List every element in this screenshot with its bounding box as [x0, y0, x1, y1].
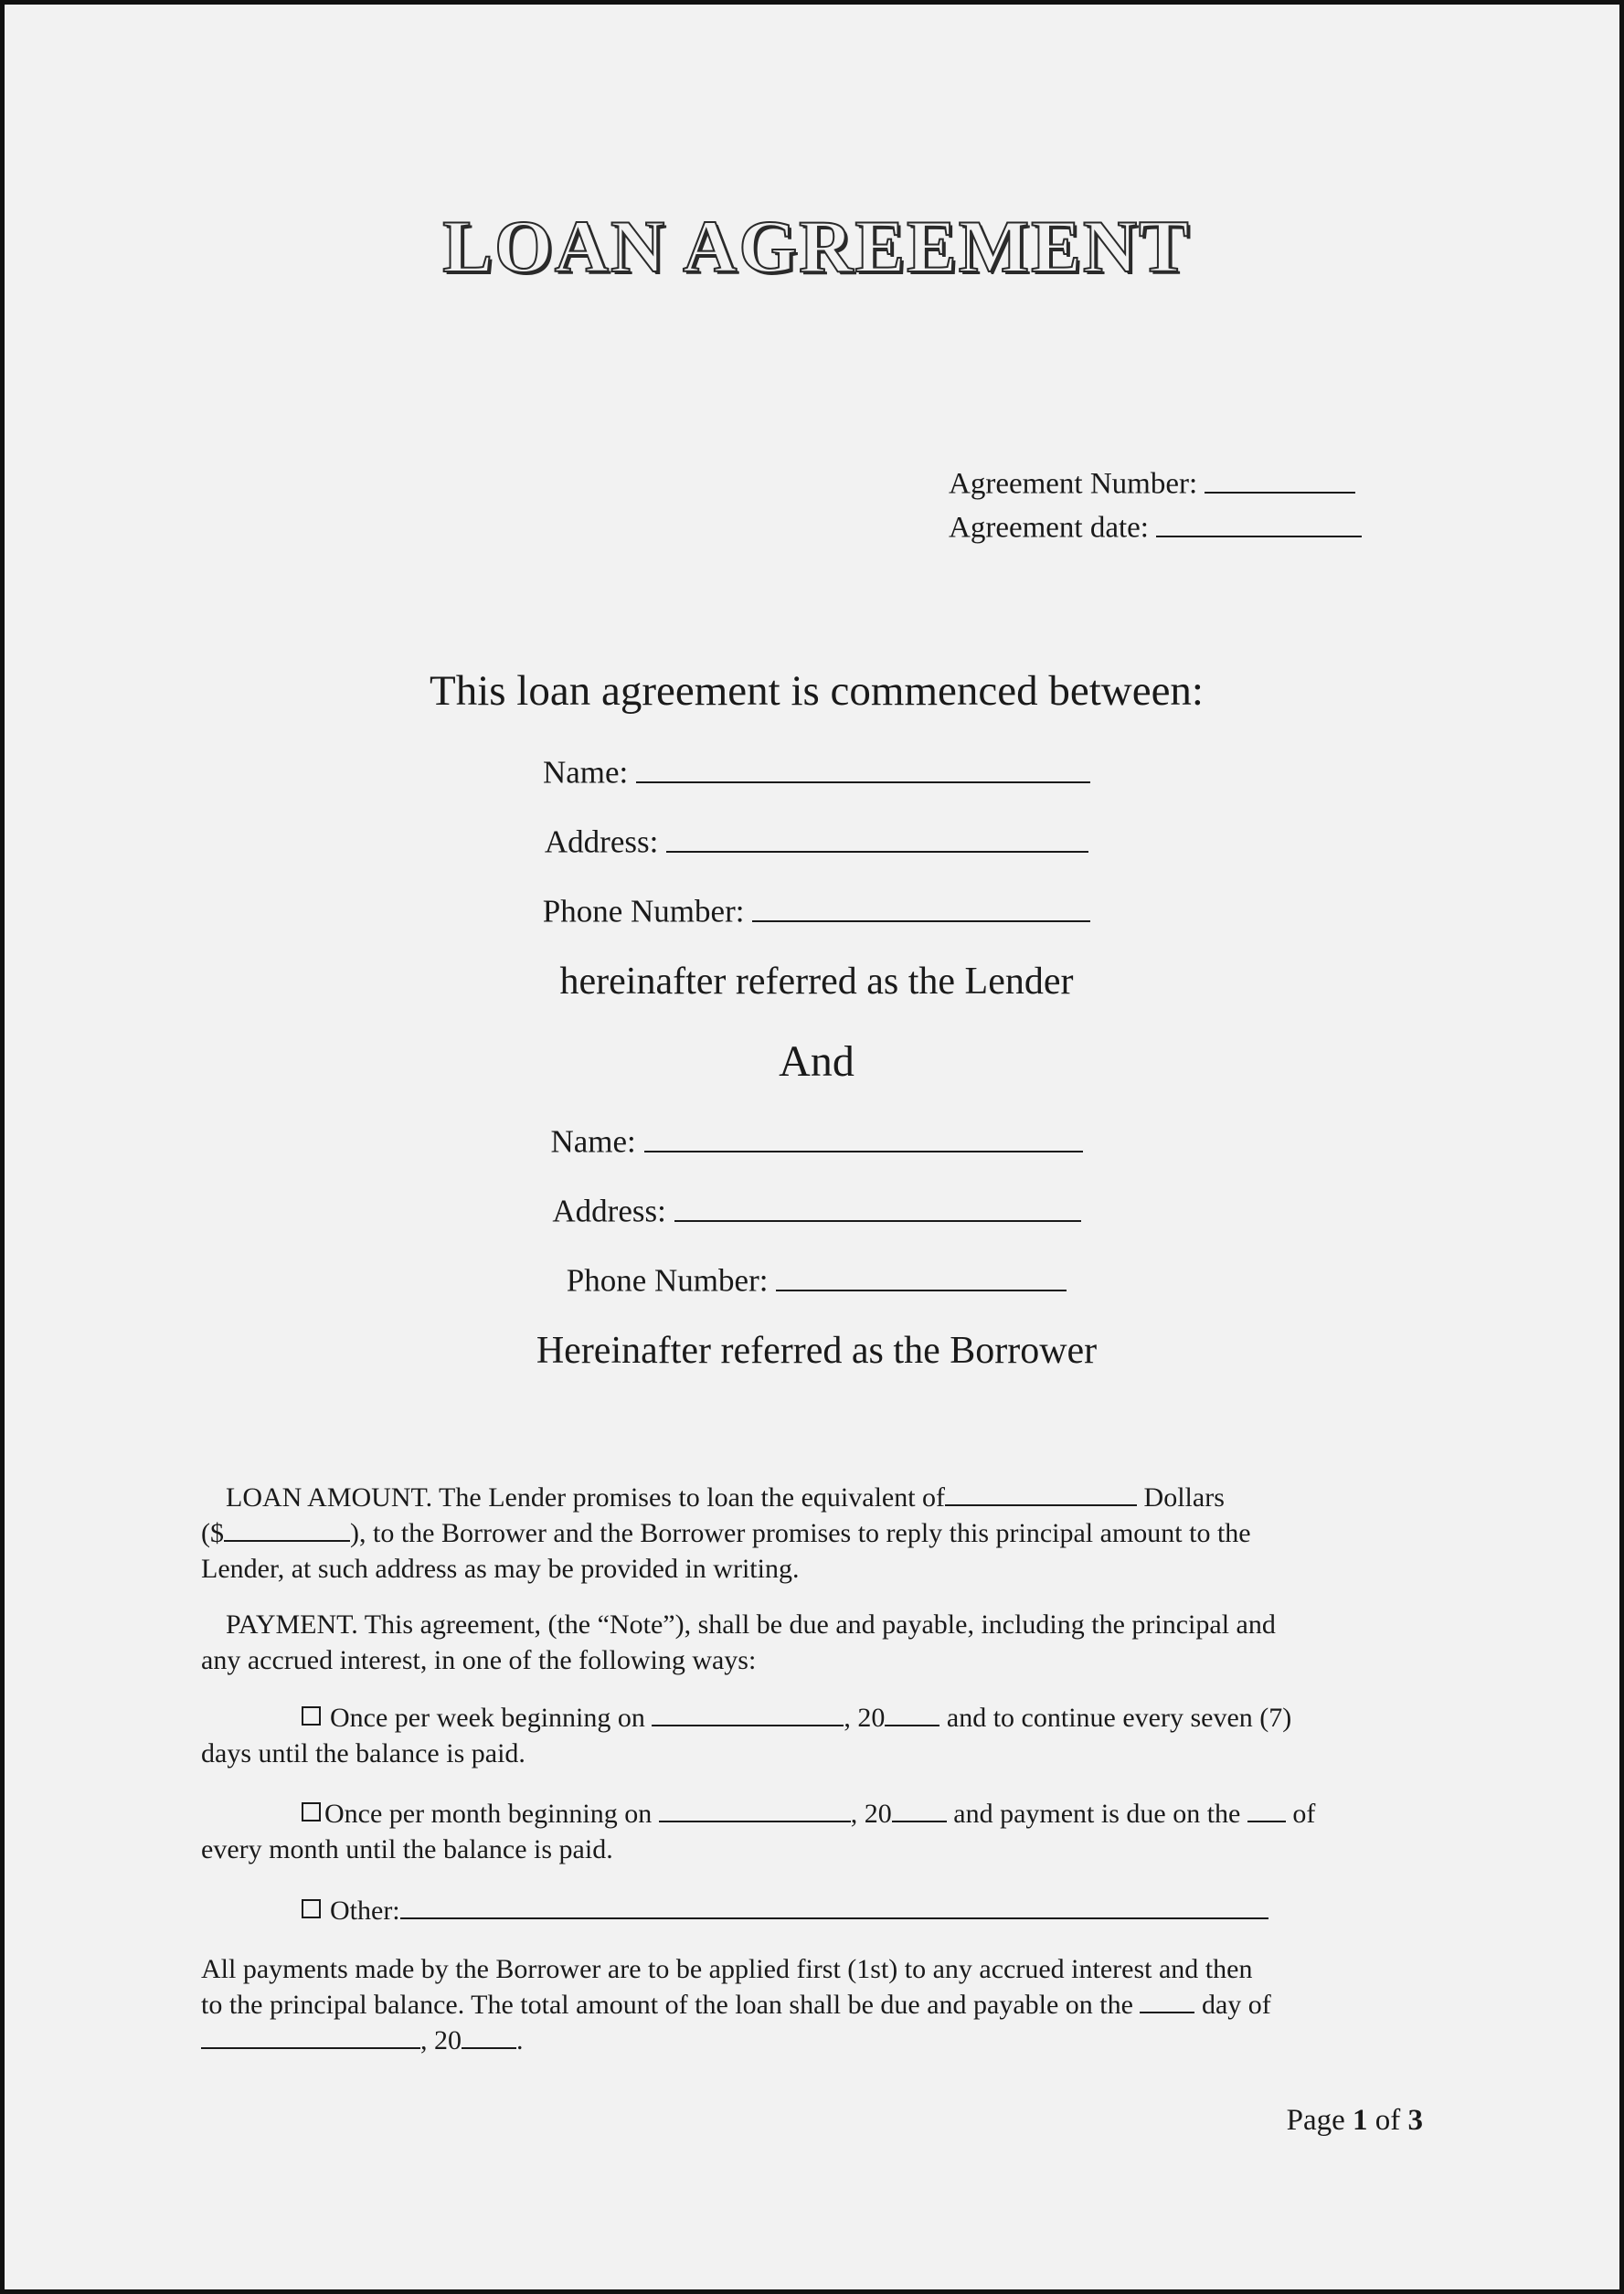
loan-amount-dollars-word: Dollars [1137, 1482, 1225, 1513]
option-monthly-line-2: every month until the balance is paid. [201, 1834, 613, 1864]
other-label: Other: [330, 1896, 400, 1926]
weekly-text-b: , 20 [844, 1703, 886, 1733]
lender-name-label: Name: [542, 754, 629, 791]
monthly-start-field[interactable] [659, 1796, 851, 1822]
loan-amount-text-1: LOAN AMOUNT. The Lender promises to loan the equivalent of [226, 1482, 946, 1513]
weekly-start-field[interactable] [652, 1700, 844, 1726]
agreement-date-field[interactable] [1156, 508, 1362, 537]
closing-line-2 [201, 1987, 1435, 2023]
loan-amount-paragraph [201, 1480, 1435, 1587]
page-indicator [1287, 2104, 1423, 2138]
other-checkbox[interactable] [302, 1899, 321, 1918]
monthly-checkbox[interactable] [302, 1802, 321, 1821]
lender-address-label: Address: [544, 823, 659, 860]
option-weekly-line-2: days until the balance is paid. [201, 1738, 525, 1768]
lender-referred-text: hereinafter referred as the Lender [559, 961, 1074, 1003]
loan-amount-line-3: Lender, at such address as may be provided in writing. [201, 1554, 800, 1584]
monthly-text-a: Once per month beginning on [324, 1799, 659, 1829]
agreement-date-label: Agreement date: [949, 511, 1149, 545]
weekly-checkbox[interactable] [302, 1706, 321, 1726]
option-weekly-line-1 [201, 1700, 1435, 1736]
lender-phone-label: Phone Number: [542, 893, 745, 929]
borrower-name-label: Name: [550, 1123, 636, 1160]
payment-line-1 [201, 1607, 1435, 1642]
option-other-line [201, 1893, 1435, 1928]
payment-line-2: any accrued interest, in one of the following ways: [201, 1645, 757, 1675]
monthly-text-c: and payment is due on the [946, 1799, 1247, 1829]
due-month-field[interactable] [201, 2023, 420, 2049]
option-weekly [201, 1700, 1435, 1771]
agreement-number-field[interactable] [1205, 464, 1355, 494]
other-field[interactable] [400, 1893, 1268, 1919]
loan-amount-line-1 [201, 1480, 1435, 1515]
borrower-referred-text: Hereinafter referred as the Borrower [536, 1330, 1098, 1372]
lender-address-field[interactable] [666, 822, 1088, 853]
monthly-text-d: of [1285, 1799, 1316, 1829]
payment-text-1: PAYMENT. This agreement, (the “Note”), shall be due and payable, including the principal and [226, 1609, 1276, 1640]
agreement-date-row [949, 508, 1362, 546]
lender-phone-field[interactable] [752, 891, 1090, 922]
borrower-phone-field[interactable] [776, 1260, 1067, 1291]
borrower-address-field[interactable] [674, 1191, 1081, 1222]
monthly-due-day-field[interactable] [1247, 1796, 1286, 1822]
closing-text-2b: day of [1194, 1990, 1271, 2020]
due-day-field[interactable] [1140, 1987, 1194, 2013]
lender-address-row [5, 822, 1624, 861]
page-of-word: of [1367, 2104, 1408, 2137]
weekly-text-a: Once per week beginning on [330, 1703, 653, 1733]
borrower-phone-label: Phone Number: [566, 1262, 769, 1299]
due-year-field[interactable] [462, 2023, 516, 2049]
closing-text-2a: to the principal balance. The total amount of the loan shall be due and payable on the [201, 1990, 1141, 2020]
weekly-text-c: and to continue every seven (7) [939, 1703, 1292, 1733]
closing-text-3a: , 20 [420, 2025, 462, 2055]
and-text: And [779, 1037, 854, 1086]
borrower-phone-row [5, 1260, 1624, 1300]
lender-name-field[interactable] [636, 752, 1090, 783]
document-title: LOAN AGREEMENT [442, 205, 1191, 288]
borrower-address-label: Address: [552, 1193, 666, 1229]
page-current: 1 [1353, 2104, 1368, 2137]
loan-amount-dollars-field[interactable] [945, 1480, 1137, 1506]
lender-name-row [5, 752, 1624, 791]
intro-heading: This loan agreement is commenced between: [430, 667, 1204, 715]
closing-line-1: All payments made by the Borrower are to be applied first (1st) to any accrued interest and then [201, 1954, 1253, 1984]
weekly-year-field[interactable] [885, 1700, 939, 1726]
loan-amount-text-2: ), to the Borrower and the Borrower promises to reply this principal amount to the [350, 1518, 1251, 1548]
monthly-year-field[interactable] [892, 1796, 947, 1822]
agreement-number-label: Agreement Number: [949, 467, 1198, 501]
page-word: Page [1286, 2104, 1353, 2137]
borrower-address-row [5, 1191, 1624, 1230]
closing-paragraph [201, 1951, 1435, 2058]
closing-text-3b: . [516, 2025, 524, 2055]
loan-amount-line-2 [201, 1515, 1435, 1551]
option-monthly [201, 1796, 1435, 1867]
loan-amount-paren-open: ($ [201, 1518, 224, 1548]
closing-line-3 [201, 2023, 1435, 2058]
borrower-name-field[interactable] [644, 1121, 1083, 1152]
option-other [201, 1893, 1435, 1928]
monthly-text-b: , 20 [850, 1799, 892, 1829]
payment-paragraph [201, 1607, 1435, 1678]
page-total: 3 [1407, 2104, 1423, 2137]
agreement-number-row [949, 464, 1355, 502]
option-monthly-line-1 [201, 1796, 1435, 1832]
lender-phone-row [5, 891, 1624, 930]
borrower-name-row [5, 1121, 1624, 1161]
loan-amount-number-field[interactable] [224, 1515, 350, 1542]
